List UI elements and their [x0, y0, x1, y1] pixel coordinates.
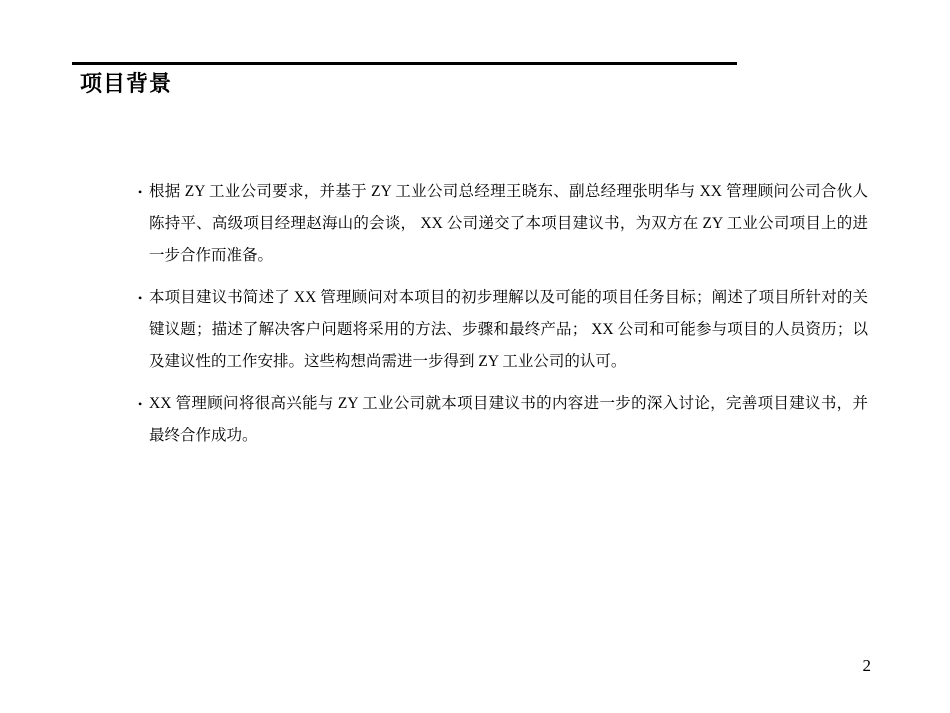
bullet-dot-icon: •: [138, 291, 143, 305]
bullet-text: 本项目建议书简述了 XX 管理顾问对本项目的初步理解以及可能的项目任务目标；阐述了项目所针对的关键议题；描述了解决客户问题将采用的方法、步骤和最终产品； XX 公司和可能参与项目的人员资历；以及建议性的工作安排。这些构想尚需进一步得到 ZY 工业公司的认可。: [149, 289, 868, 370]
slide-title: 项目背景: [80, 72, 173, 97]
bullet-dot-icon: •: [138, 185, 143, 199]
bullet-item-1: [138, 176, 868, 272]
bullet-list: [138, 176, 868, 462]
bullet-text: 根据 ZY 工业公司要求，并基于 ZY 工业公司总经理王晓东、副总经理张明华与 XX 管理顾问公司合伙人陈持平、高级项目经理赵海山的会谈， XX 公司递交了本项目建议书，为双方在 ZY 工业公司项目上的进一步合作而准备。: [149, 183, 868, 264]
bullet-dot-icon: •: [138, 397, 143, 411]
bullet-item-2: [138, 282, 868, 378]
title-divider-line: [72, 62, 737, 65]
page-number: 2: [862, 656, 871, 675]
bullet-text: XX 管理顾问将很高兴能与 ZY 工业公司就本项目建议书的内容进一步的深入讨论，完善项目建议书，并最终合作成功。: [149, 395, 868, 444]
bullet-item-3: [138, 388, 868, 452]
